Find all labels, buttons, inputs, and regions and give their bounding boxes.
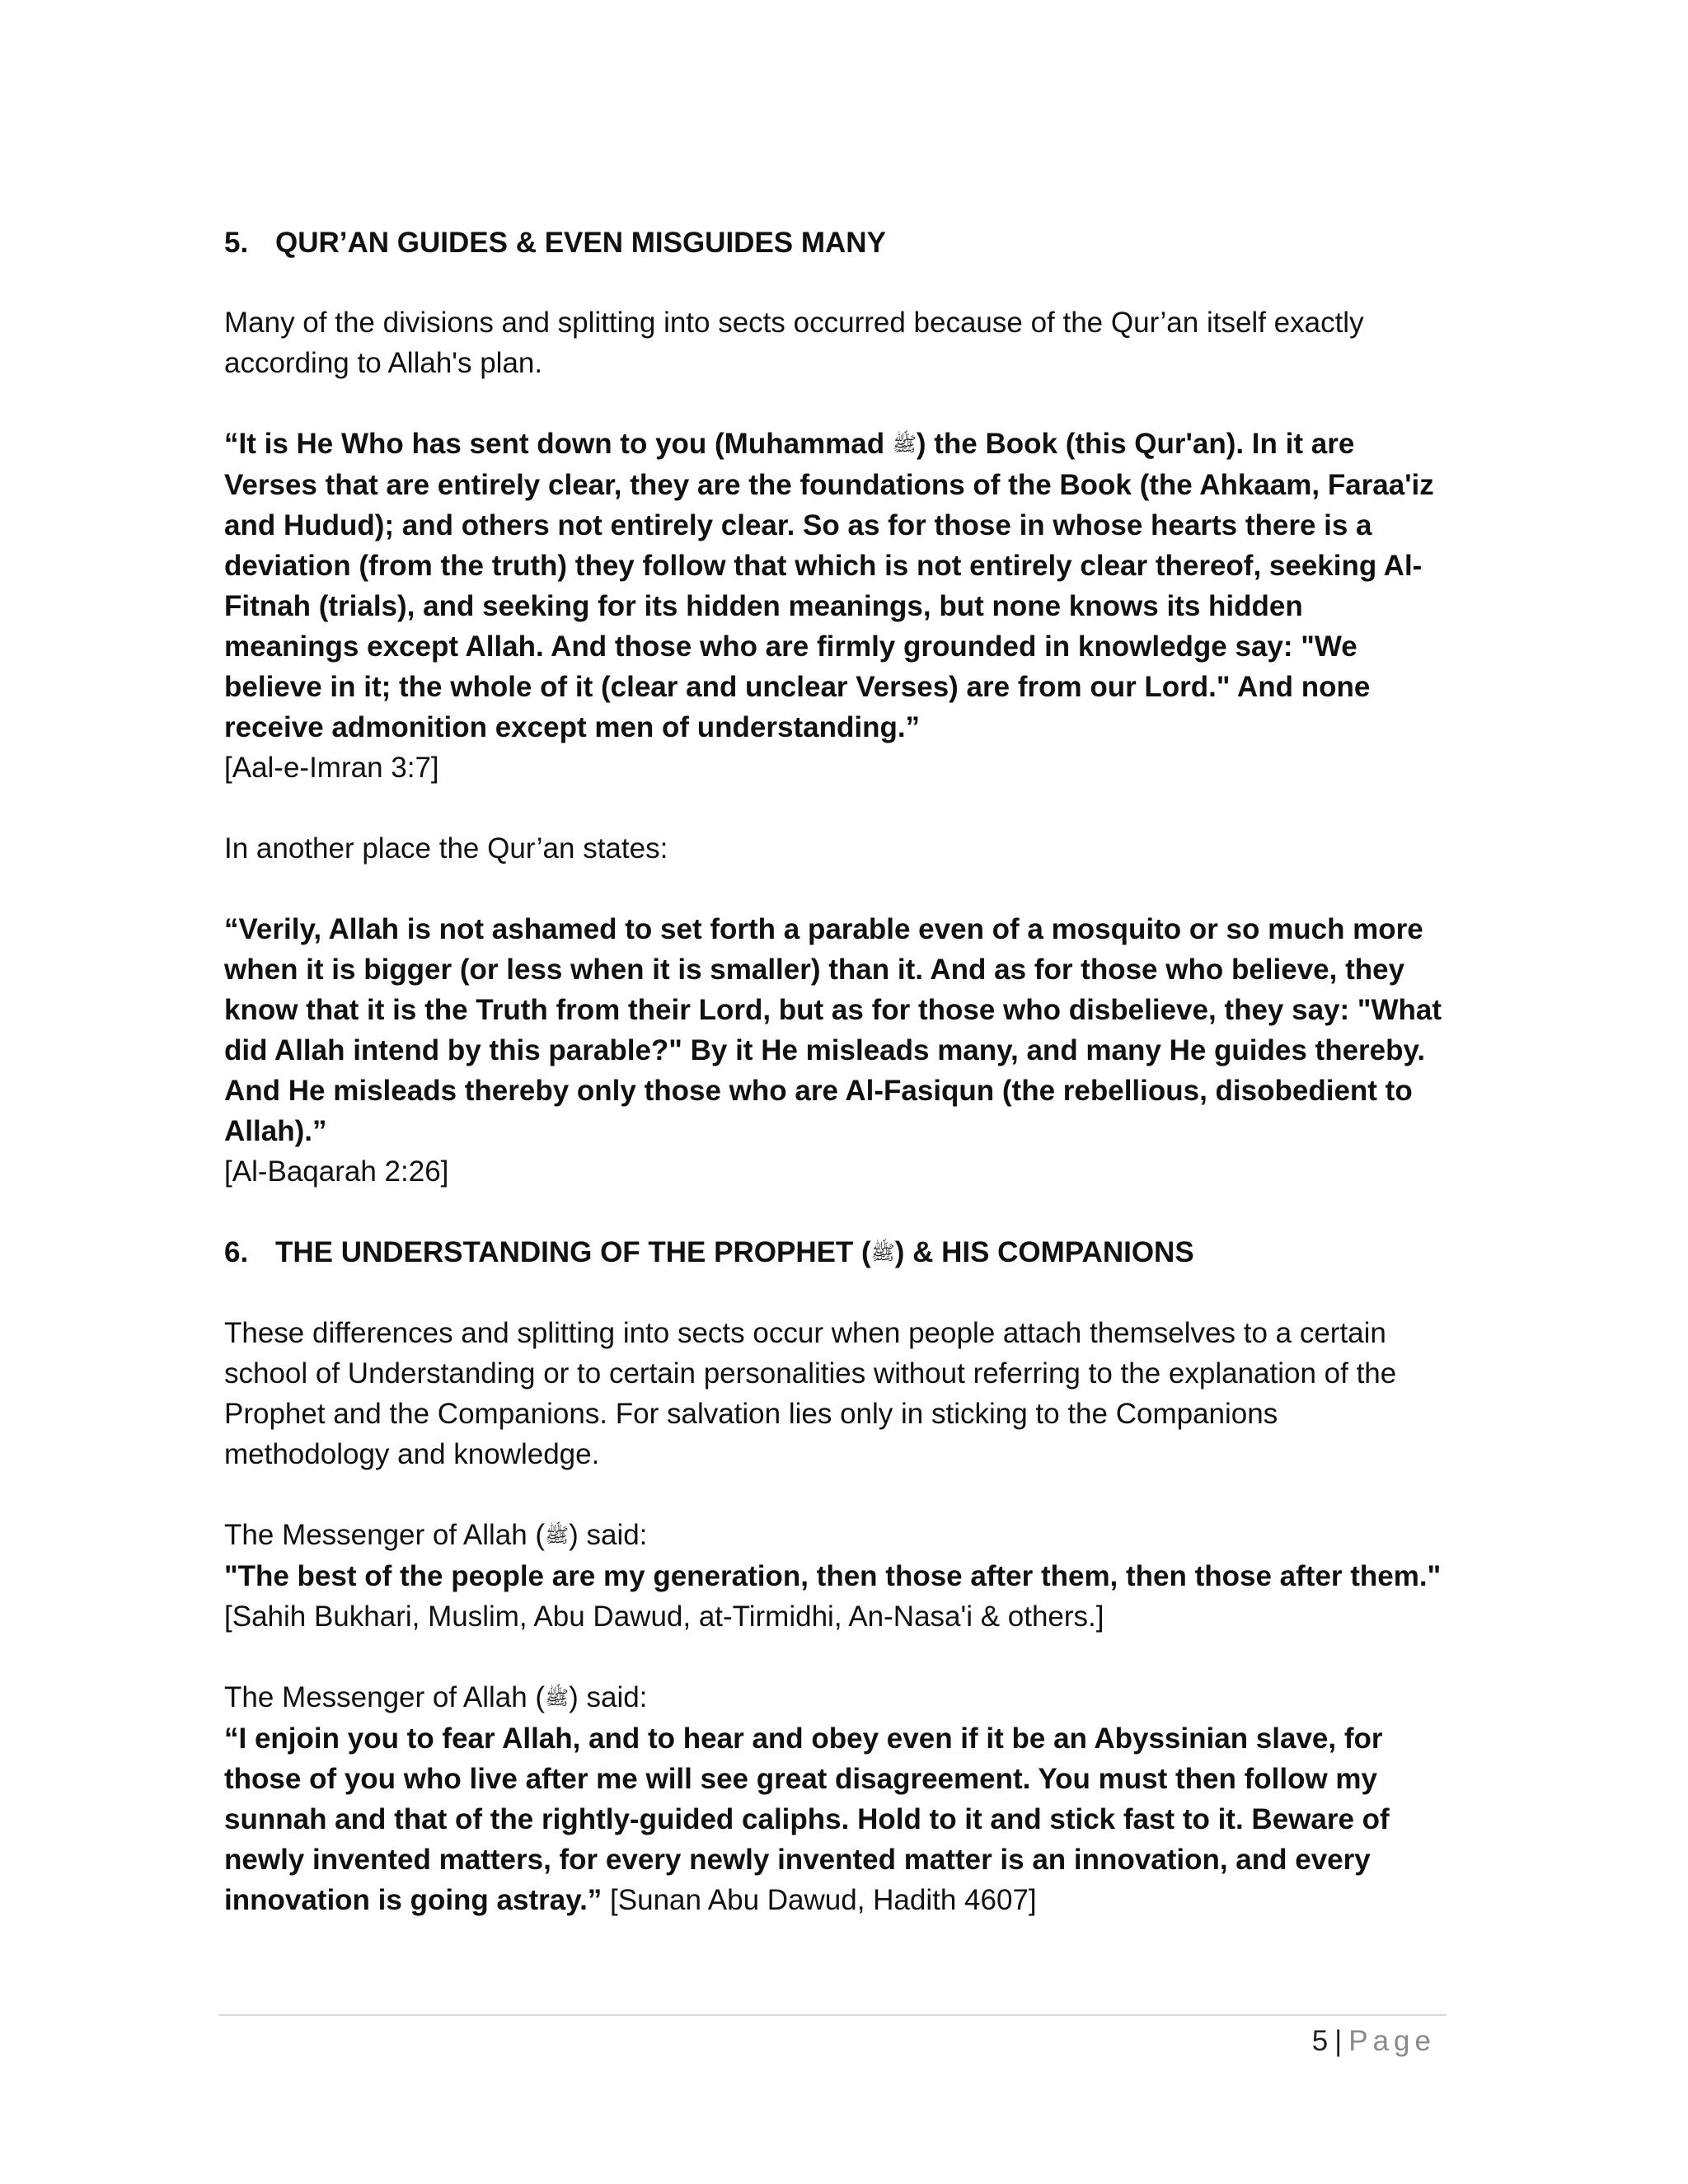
page-label: Page (1348, 2025, 1436, 2057)
quote-1-text-end: ) the Book (this Qur'an). In it are Verses that are entirely clear, they are the foundations of the Book (the Ahkaam, Faraa'iz and Hudud); and others not entirely clear. So as for those in whose hearts there is a deviation (from the truth) they follow that which is not entirely clear thereof, seeking Al-Fitnah (trials), and seeking for its hidden meanings, but none knows its hidden meanings except Allah. And those who are firmly grounded in knowledge say: "We believe in it; the whole of it (clear and unclear Verses) are from our Lord." And none receive admonition except men of understanding.” (224, 428, 1434, 743)
quran-quote-2: “Verily, Allah is not ashamed to set forth a parable even of a mosquito or so much more when it is bigger (or less when it is smaller) than it. And as for those who believe, they know that it is the Truth from their Lord, but as for those who disbelieve, they say: "What did Allah intend by this parable?" By it He misleads many, and many He guides thereby. And He misleads thereby only those who are Al-Fasiqun (the rebellious, disobedient to Allah).” (224, 913, 1442, 1147)
section-6-intro: These differences and splitting into sects occur when people attach themselves to a certain school of Understanding or to certain personalities without referring to the explanation of the Prophet and the Companions. For salvation lies only in sticking to the Companions methodology and knowledge. (224, 1317, 1397, 1470)
section-6-title-start: THE UNDERSTANDING OF THE PROPHET ( (275, 1236, 871, 1268)
quran-quote-1 (224, 424, 1444, 748)
quote-1-reference: [Aal-e-Imran 3:7] (224, 752, 439, 784)
section-5-number: 5. (224, 227, 249, 259)
section-5-title: QUR’AN GUIDES & EVEN MISGUIDES MANY (275, 227, 886, 259)
messenger-said-1 (224, 1519, 647, 1551)
section-5-heading (224, 223, 1444, 263)
messenger-said-end: ) said: (569, 1519, 648, 1551)
quote-2-reference: [Al-Baqarah 2:26] (224, 1155, 449, 1188)
page-number: 5 (1311, 2025, 1329, 2057)
messenger-said-end: ) said: (569, 1681, 648, 1713)
page-content (224, 223, 1444, 1961)
page-footer (1312, 2021, 1436, 2061)
hadith-1-reference: [Sahih Bukhari, Muslim, Abu Dawud, at-Tirmidhi, An-Nasa'i & others.] (224, 1601, 1104, 1633)
section-6-number: 6. (224, 1236, 249, 1268)
pbuh-symbol: ﷺ (545, 1687, 570, 1709)
section-6-heading (224, 1232, 1444, 1273)
footer-separator: | (1334, 2025, 1343, 2057)
hadith-2-block (224, 1677, 1444, 1920)
section-6-title-end: ) & HIS COMPANIONS (894, 1236, 1194, 1268)
messenger-said-start: The Messenger of Allah ( (224, 1519, 546, 1551)
pbuh-symbol: ﷺ (545, 1525, 570, 1547)
hadith-2-reference: [Sunan Abu Dawud, Hadith 4607] (602, 1884, 1037, 1916)
messenger-said-start: The Messenger of Allah ( (224, 1681, 546, 1713)
section-5-intro: Many of the divisions and splitting into sects occurred because of the Qur’an itself exactly according to Allah's plan. (224, 307, 1364, 379)
footer-divider (218, 2014, 1447, 2016)
messenger-said-2 (224, 1681, 647, 1713)
hadith-1-text: "The best of the people are my generation, then those after them, then those after them." (224, 1560, 1442, 1592)
pbuh-symbol: ﷺ (870, 1242, 895, 1264)
hadith-1-block (224, 1515, 1444, 1637)
another-place-line: In another place the Qur’an states: (224, 832, 668, 865)
hadith-2-text: “I enjoin you to fear Allah, and to hear and obey even if it be an Abyssinian slave, for those of you who live after me will see great disagreement. You must then follow my sunnah and that of the rightly-guided caliphs. Hold to it and stick fast to it. Beware of newly invented matters, for every newly invented matter is an innovation, and every innovation is going astray.” (224, 1722, 1390, 1916)
pbuh-symbol: ﷺ (892, 434, 917, 456)
quote-1-text-start: “It is He Who has sent down to you (Muhammad (224, 428, 893, 460)
